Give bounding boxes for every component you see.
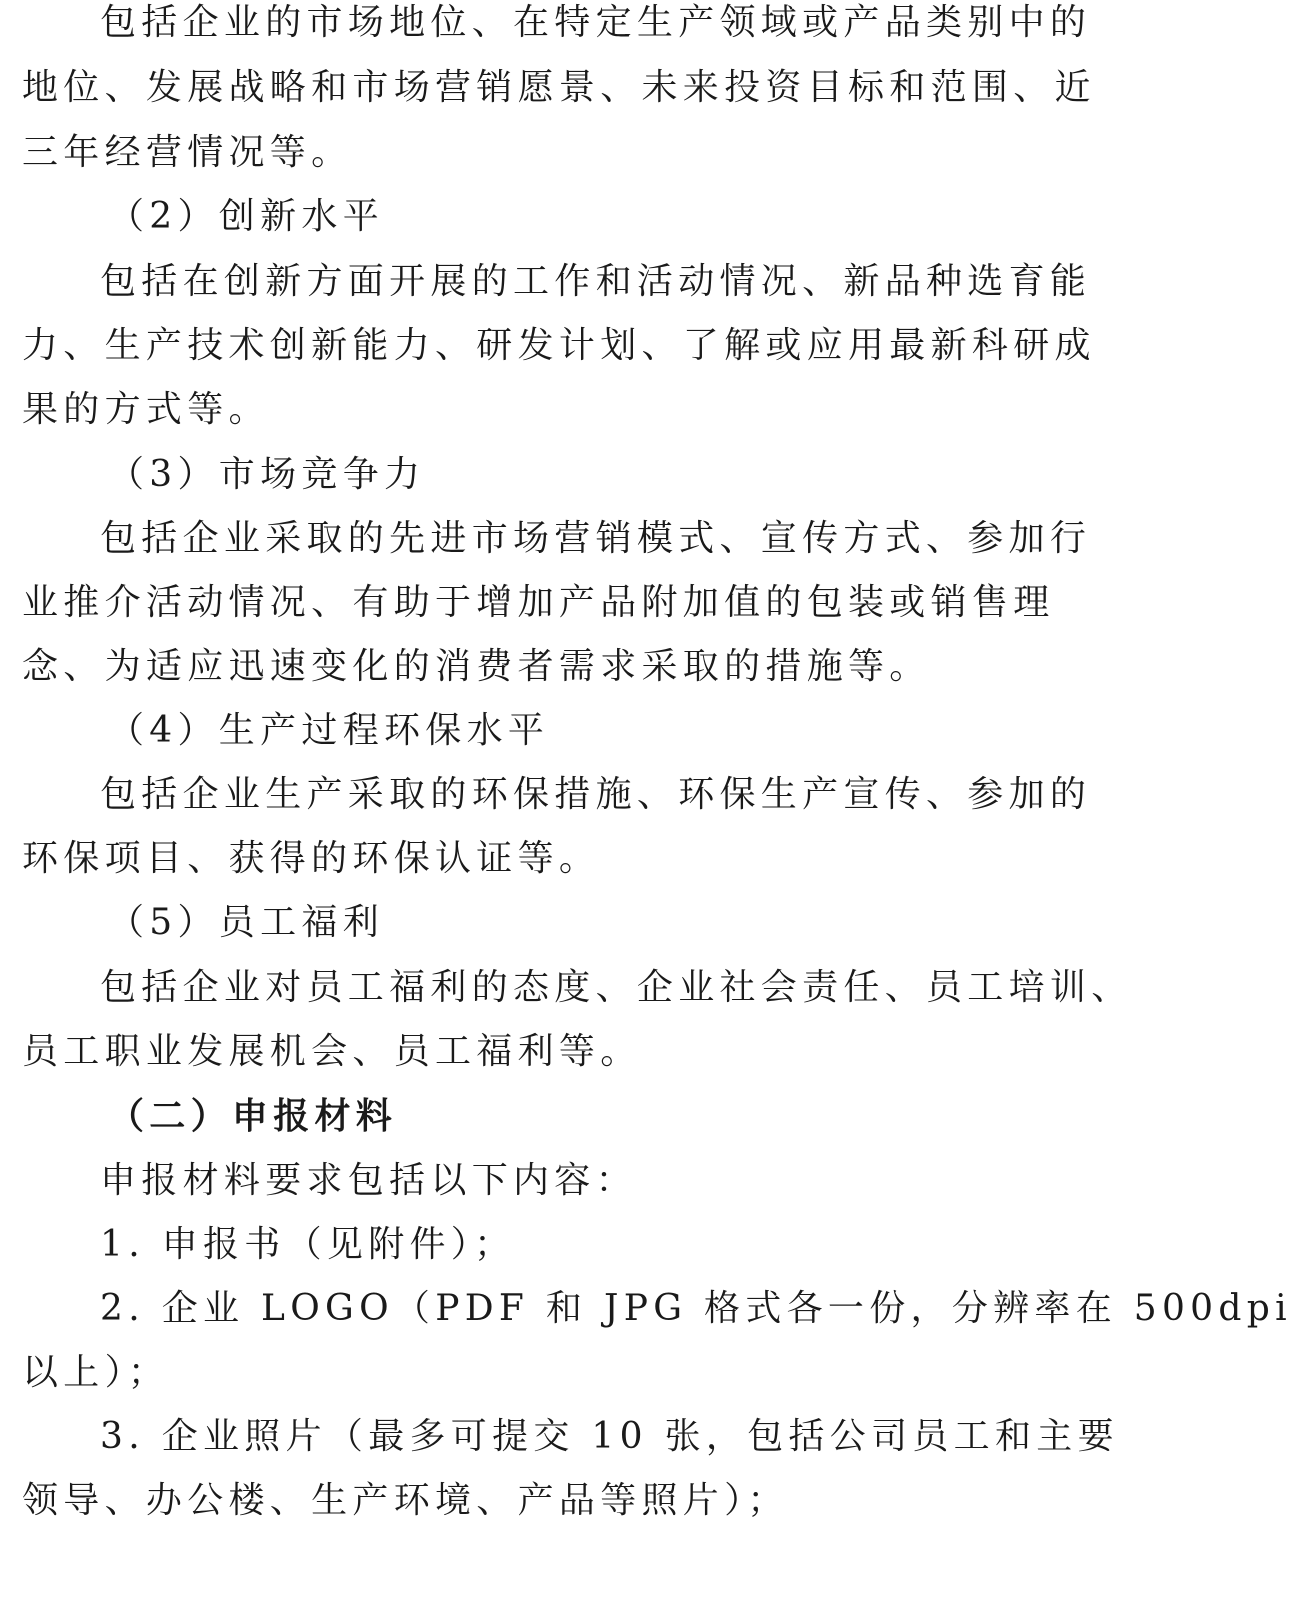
paragraph-line: 包括企业的市场地位、在特定生产领域或产品类别中的 (100, 2, 1092, 43)
section-heading: （二）申报材料 (108, 1095, 398, 1137)
paragraph-line: 三年经营情况等。 (22, 132, 353, 173)
paragraph-line: 包括企业采取的先进市场营销模式、宣传方式、参加行 (100, 518, 1092, 559)
paragraph-line: 果的方式等。 (22, 389, 270, 430)
list-item: 1. 申报书（见附件）； (100, 1224, 516, 1265)
subsection-heading: （4）生产过程环保水平 (108, 710, 550, 751)
subsection-heading: （2）创新水平 (108, 196, 385, 237)
paragraph-line: 业推介活动情况、有助于增加产品附加值的包装或销售理 (22, 582, 1055, 623)
subsection-heading: （3）市场竞争力 (108, 454, 426, 495)
list-item: 2. 企业 LOGO（PDF 和 JPG 格式各一份，分辨率在 500dpi (100, 1288, 1292, 1329)
paragraph-line: 包括企业对员工福利的态度、企业社会责任、员工培训、 (100, 967, 1133, 1008)
paragraph-line: 申报材料要求包括以下内容： (100, 1160, 637, 1201)
subsection-heading: （5）员工福利 (108, 902, 385, 943)
list-item-continuation: 以上）； (22, 1352, 170, 1393)
paragraph-line: 念、为适应迅速变化的消费者需求采取的措施等。 (22, 646, 931, 687)
list-item: 3. 企业照片（最多可提交 10 张，包括公司员工和主要 (100, 1416, 1119, 1457)
paragraph-line: 力、生产技术创新能力、研发计划、了解或应用最新科研成 (22, 325, 1096, 366)
paragraph-line: 员工职业发展机会、员工福利等。 (22, 1031, 642, 1072)
paragraph-line: 环保项目、获得的环保认证等。 (22, 838, 601, 879)
paragraph-line: 包括企业生产采取的环保措施、环保生产宣传、参加的 (100, 774, 1092, 815)
paragraph-line: 包括在创新方面开展的工作和活动情况、新品种选育能 (100, 261, 1092, 302)
list-item-continuation: 领导、办公楼、生产环境、产品等照片）； (22, 1480, 789, 1521)
paragraph-line: 地位、发展战略和市场营销愿景、未来投资目标和范围、近 (22, 67, 1096, 108)
